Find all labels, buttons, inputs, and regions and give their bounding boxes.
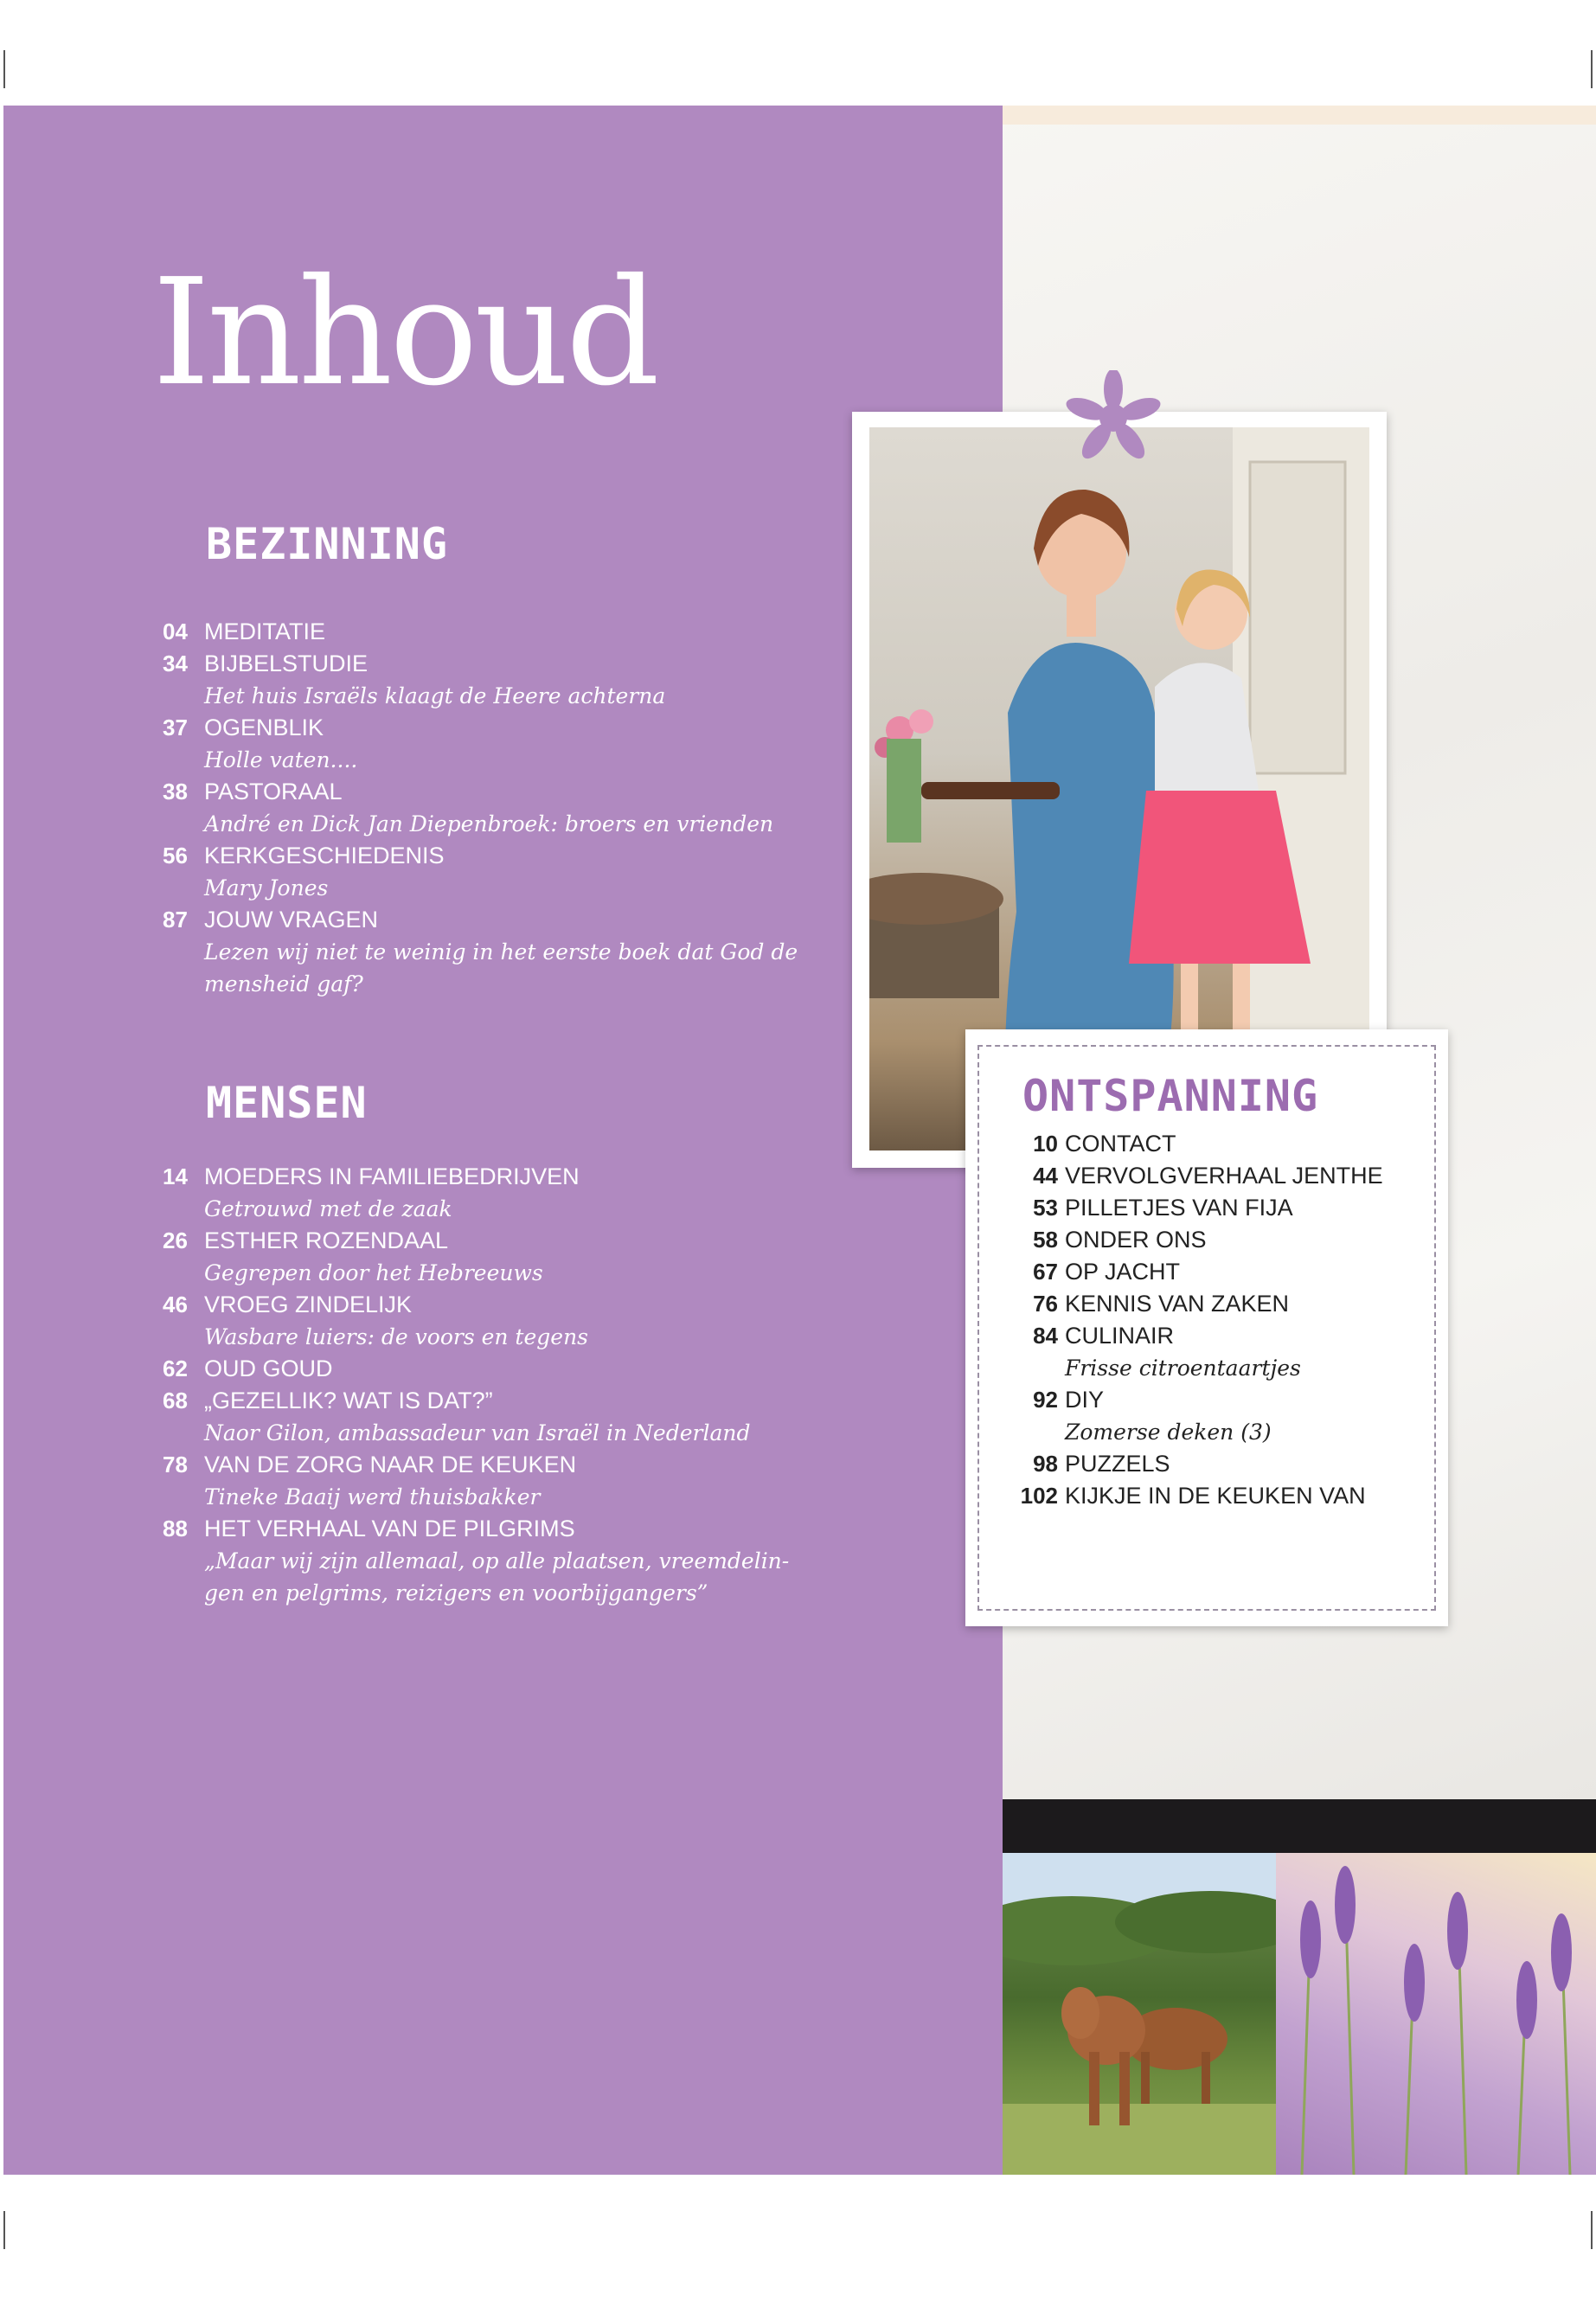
toc-item[interactable] (163, 712, 798, 776)
item-title: OP JACHT (1065, 1259, 1181, 1285)
toc-item[interactable] (163, 840, 798, 904)
lavender-photo (1276, 1853, 1596, 2175)
page-number: 44 (1033, 1163, 1058, 1189)
page-number: 84 (1033, 1323, 1058, 1349)
page-number: 46 (163, 1292, 188, 1317)
toc-item[interactable] (163, 1225, 789, 1289)
page-number: 87 (163, 907, 188, 933)
item-subtitle: Wasbare luiers: de voors en tegens (204, 1324, 589, 1349)
item-subtitle: Het huis Israëls klaagt de Heere achterna (204, 683, 666, 708)
toc-item[interactable] (163, 648, 798, 712)
item-title: VAN DE ZORG NAAR DE KEUKEN (204, 1452, 577, 1477)
toc-mensen (163, 1161, 789, 1609)
toc-item[interactable] (1009, 1288, 1383, 1320)
page-number: 78 (163, 1452, 188, 1477)
item-subtitle: Tineke Baaij werd thuisbakker (204, 1484, 541, 1509)
toc-bezinning (163, 616, 798, 1000)
item-subtitle-continued: mensheid gaf? (204, 971, 363, 997)
crop-mark (1591, 50, 1593, 88)
item-subtitle: Gegrepen door het Hebreeuws (204, 1260, 543, 1285)
page-number: 67 (1033, 1259, 1058, 1285)
toc-item[interactable] (163, 1353, 789, 1385)
top-cream-strip (1003, 106, 1596, 125)
toc-item[interactable] (163, 616, 798, 648)
item-title: KIJKJE IN DE KEUKEN VAN (1065, 1483, 1366, 1509)
item-title: MOEDERS IN FAMILIEBEDRIJVEN (204, 1163, 580, 1189)
item-title: VERVOLGVERHAAL JENTHE (1065, 1163, 1383, 1189)
toc-item[interactable] (1009, 1192, 1383, 1224)
item-subtitle: Zomerse deken (3) (1065, 1420, 1272, 1445)
item-title: CONTACT (1065, 1131, 1176, 1157)
toc-ontspanning (1009, 1128, 1383, 1512)
item-title: PUZZELS (1065, 1451, 1170, 1477)
toc-item[interactable] (1009, 1320, 1383, 1384)
item-subtitle: Mary Jones (204, 875, 329, 901)
item-title: JOUW VRAGEN (204, 907, 379, 933)
toc-item[interactable] (163, 1513, 789, 1609)
toc-item[interactable] (163, 776, 798, 840)
item-subtitle: André en Dick Jan Diepenbroek: broers en vrienden (204, 811, 774, 836)
section-title-ontspanning: ONTSPANNING (1022, 1071, 1319, 1121)
page-number: 98 (1033, 1451, 1058, 1477)
item-title: ESTHER ROZENDAAL (204, 1227, 449, 1253)
toc-item[interactable] (1009, 1384, 1383, 1448)
page-number: 53 (1033, 1195, 1058, 1221)
item-title: „GEZELLIK? WAT IS DAT?” (204, 1388, 493, 1413)
item-title: KERKGESCHIEDENIS (204, 843, 445, 868)
page-number: 38 (163, 779, 188, 804)
item-title: PASTORAAL (204, 779, 343, 804)
toc-item[interactable] (163, 1449, 789, 1513)
page-number: 102 (1020, 1483, 1058, 1509)
lavender-illustration (1276, 1853, 1596, 2175)
page-number: 76 (1033, 1291, 1058, 1317)
item-title: KENNIS VAN ZAKEN (1065, 1291, 1290, 1317)
section-title-bezinning: BEZINNING (206, 519, 448, 569)
page-number: 68 (163, 1388, 188, 1413)
item-title: ONDER ONS (1065, 1227, 1207, 1253)
toc-item[interactable] (1009, 1224, 1383, 1256)
page-number: 88 (163, 1516, 188, 1541)
item-title: VROEG ZINDELIJK (204, 1292, 413, 1317)
page-number: 62 (163, 1356, 188, 1381)
item-subtitle: „Maar wij zijn allemaal, op alle plaatsen, vreemdelin- (204, 1548, 790, 1574)
toc-item[interactable] (1009, 1160, 1383, 1192)
page-number: 92 (1033, 1387, 1058, 1413)
dark-divider-bar (1003, 1799, 1596, 1853)
item-title: BIJBELSTUDIE (204, 651, 369, 676)
page-number: 26 (163, 1227, 188, 1253)
page-number: 14 (163, 1163, 188, 1189)
item-title: MEDITATIE (204, 619, 325, 644)
toc-item[interactable] (1009, 1128, 1383, 1160)
toc-item[interactable] (163, 1161, 789, 1225)
item-subtitle: Naor Gilon, ambassadeur van Israël in Nederland (204, 1420, 751, 1445)
item-title: PILLETJES VAN FIJA (1065, 1195, 1293, 1221)
toc-item[interactable] (1009, 1480, 1383, 1512)
toc-item[interactable] (1009, 1256, 1383, 1288)
item-title: HET VERHAAL VAN DE PILGRIMS (204, 1516, 575, 1541)
crop-mark (3, 50, 5, 88)
cows-illustration (1003, 1853, 1276, 2175)
item-subtitle: Getrouwd met de zaak (204, 1196, 452, 1221)
toc-item[interactable] (1009, 1448, 1383, 1480)
item-title: OGENBLIK (204, 715, 324, 740)
page-title: Inhoud (152, 247, 657, 419)
ontspanning-box (965, 1029, 1448, 1626)
section-title-mensen: MENSEN (206, 1078, 368, 1128)
crop-mark (1591, 2211, 1593, 2249)
item-subtitle-continued: gen en pelgrims, reizigers en voorbijgangers” (204, 1580, 708, 1606)
item-title: CULINAIR (1065, 1323, 1175, 1349)
item-subtitle: Holle vaten.... (204, 747, 358, 772)
page-number: 56 (163, 843, 188, 868)
page-number: 58 (1033, 1227, 1058, 1253)
toc-item[interactable] (163, 1385, 789, 1449)
cows-photo (1003, 1853, 1276, 2175)
asterisk-decoration-icon (1066, 370, 1161, 465)
page-number: 34 (163, 651, 188, 676)
item-title: DIY (1065, 1387, 1105, 1413)
toc-item[interactable] (163, 904, 798, 1000)
page-number: 04 (163, 619, 188, 644)
item-subtitle: Frisse citroentaartjes (1065, 1356, 1301, 1381)
item-title: OUD GOUD (204, 1356, 333, 1381)
crop-mark (3, 2211, 5, 2249)
toc-item[interactable] (163, 1289, 789, 1353)
page-number: 37 (163, 715, 188, 740)
item-subtitle: Lezen wij niet te weinig in het eerste boek dat God de (204, 939, 798, 965)
page-number: 10 (1033, 1131, 1058, 1157)
